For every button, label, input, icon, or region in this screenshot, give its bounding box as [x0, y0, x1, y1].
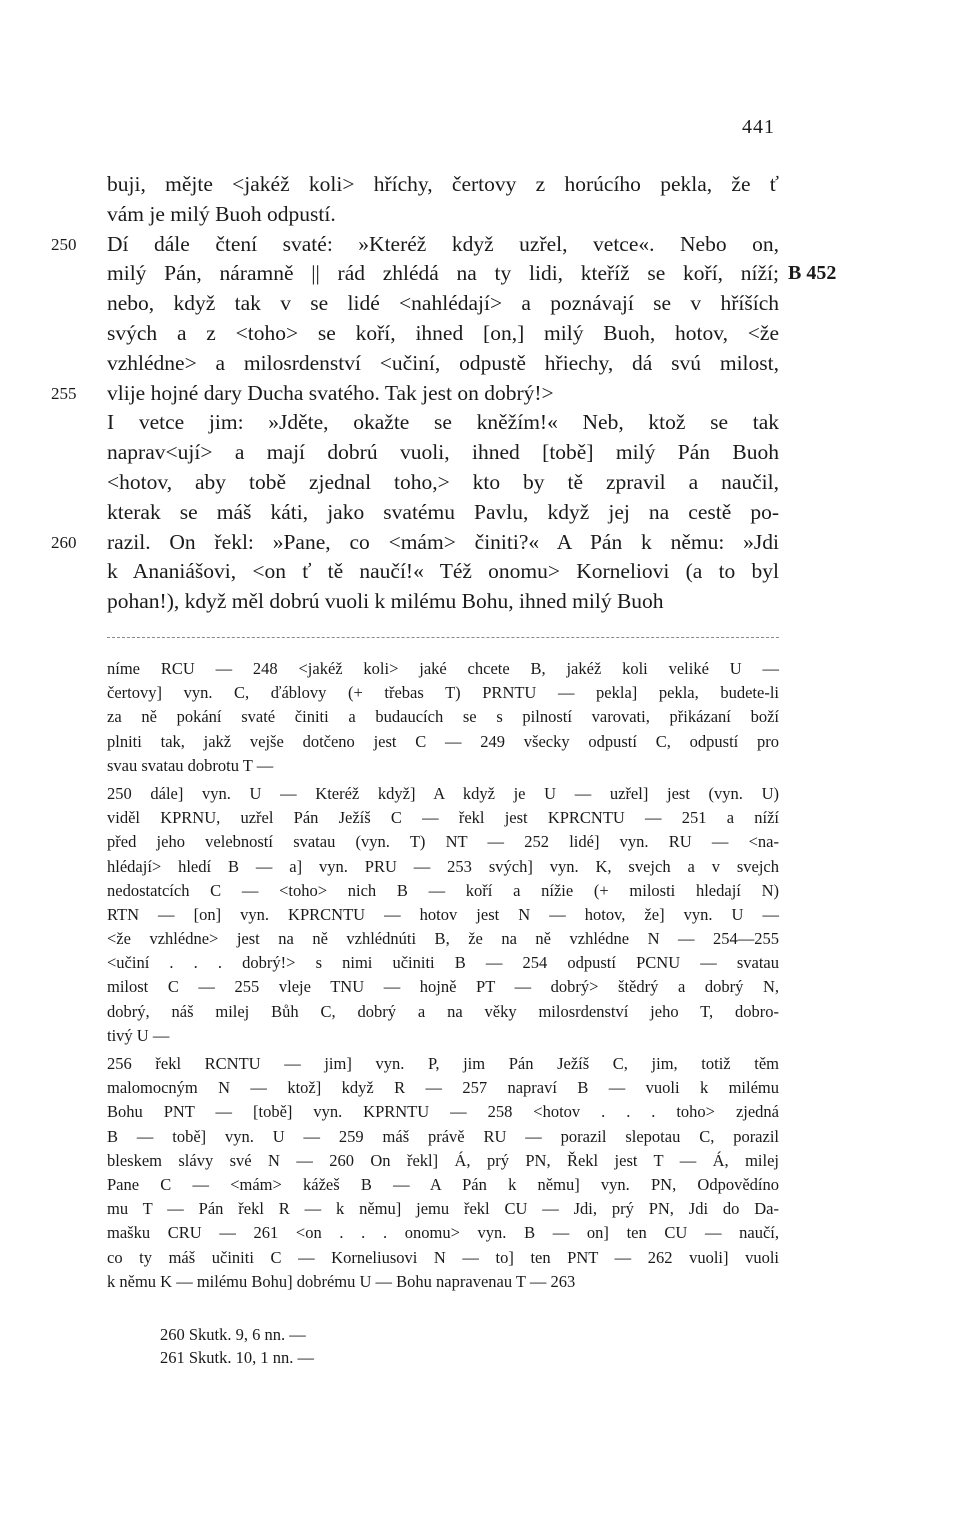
text-line	[107, 289, 779, 319]
text-line	[107, 200, 779, 230]
text-line	[107, 468, 779, 498]
scripture-ref-line: 261 Skutk. 10, 1 nn. —	[160, 1348, 315, 1367]
footnote-line: dobrý, náš milej Bůh C, dobrý a na věky milosrdenství jeho T, dobro-	[107, 1001, 779, 1021]
line-text: Dí dále čtení svaté: »Kteréž když uzřel, vetce«. Nebo on,	[107, 231, 779, 256]
footnote-line: 256 řekl RCNTU — jim] vyn. P, jim Pán Ježíš C, jim, totiž těm	[107, 1054, 779, 1073]
footnote-line: B — tobě] vyn. U — 259 máš právě RU — porazil slepotau C, porazil	[107, 1126, 779, 1146]
line-text: svých a z <toho> se koří, ihned [on,] milý Buoh, hotov, <že	[107, 320, 779, 345]
text-line	[107, 408, 779, 438]
footnote-line: mašku CRU — 261 <on . . . onomu> vyn. B — on] ten CU — naučí,	[107, 1223, 779, 1243]
line-text: I vetce jim: »Jděte, okažte se kněžím!« Neb, ktož se tak	[107, 410, 779, 435]
line-text: <hotov, aby tobě zjednal toho,> kto by tě zpravil a naučil,	[107, 469, 779, 494]
footnote-line: k němu K — milému Bohu] dobrému U — Bohu napravenau T — 263	[107, 1271, 576, 1291]
footnote-line: plniti tak, jakž vejše dotčeno jest C — 249 všecky odpustí C, odpustí pro	[107, 731, 779, 751]
main-text	[51, 170, 837, 617]
text-line	[51, 230, 779, 260]
footnote-divider	[107, 637, 779, 638]
footnote-line: nedostatcích C — <toho> nich B — koří a nížie (+ milosti hledají N)	[107, 880, 779, 900]
footnote-line: čertovy] vyn. C, ďáblovy (+ třebas T) PRNTU — pekla] pekla, budete-li	[107, 683, 779, 703]
line-number: 250	[51, 234, 77, 254]
footnote-line: RTN — [on] vyn. KPRCNTU — hotov jest N — hotov, že] vyn. U —	[107, 904, 779, 924]
text-line	[107, 170, 779, 200]
line-text: k Ananiášovi, <on ť tě naučí!« Též onomu> Korneliovi (a to byl	[107, 559, 779, 584]
text-line	[51, 528, 779, 558]
line-number: 255	[51, 383, 77, 403]
footnote-line: co ty máš učiniti C — Korneliusovi N — to] ten PNT — 262 vuoli] vuoli	[107, 1247, 779, 1267]
line-text: buji, mějte <jakéž koli> hříchy, čertovy z horúcího pekla, že ť	[107, 172, 779, 196]
text-line	[107, 349, 779, 379]
margin-reference: B 452	[788, 262, 837, 285]
text-line	[107, 557, 779, 587]
footnote-line: 250 dále] vyn. U — Kteréž když] A když je U — uzřel] jest (vyn. U)	[107, 783, 779, 803]
footnote-line: tivý U —	[107, 1025, 170, 1045]
line-number: 260	[51, 532, 77, 552]
critical-apparatus	[107, 657, 779, 1294]
text-line	[107, 498, 779, 528]
footnote-line: před jeho velebností svatau (vyn. T) NT — 252 lidé] vyn. RU — <na-	[107, 832, 779, 852]
line-text: vlije hojné dary Ducha svatého. Tak jest on dobrý!>	[107, 380, 554, 405]
line-text: naprav<ují> a mají dobrú vuoli, ihned [tobě] milý Pán Buoh	[107, 440, 779, 465]
footnote-line: Pane C — <mám> kážeš B — A Pán k němu] vyn. PN, Odpovědíno	[107, 1174, 779, 1194]
footnote-line: <že vzhlédne> jest na ně vzhlédnúti B, že na ně vzhlédne N — 254—255	[107, 929, 779, 949]
scripture-ref-line: 260 Skutk. 9, 6 nn. —	[160, 1325, 306, 1344]
footnote-line: mu T — Pán řekl R — k němu] jemu řekl CU — Jdi, prý PN, Jdi do Da-	[107, 1199, 779, 1219]
footnote-line: hlédají> hledí B — a] vyn. PRU — 253 svých] vyn. K, svejch a v svejch	[107, 856, 779, 876]
text-line	[107, 259, 837, 289]
footnote-line: bleskem slávy své N — 260 On řekl] Á, prý PN, Řekl jest T — Á, milej	[107, 1150, 779, 1170]
line-text: kterak se máš káti, jako svatému Pavlu, když jej na cestě po-	[107, 499, 779, 524]
line-text: pohan!), když měl dobrú vuoli k milému Bohu, ihned milý Buoh	[107, 589, 664, 614]
footnote-line: milost C — 255 vleje TNU — hojně PT — dobrý> štědrý a dobrý N,	[107, 977, 779, 997]
line-text: vám je milý Buoh odpustí.	[107, 201, 336, 226]
scripture-references	[160, 1323, 314, 1369]
footnote-line: svau svatau dobrotu T —	[107, 755, 274, 775]
line-text: milý Pán, náramně || rád zhlédá na ty lidi, kteříž se koří, níží;	[107, 261, 779, 286]
footnote-line: malomocným N — ktož] když R — 257 napraví B — vuoli k milému	[107, 1078, 779, 1098]
text-line	[107, 438, 779, 468]
text-line	[51, 379, 779, 409]
line-text: nebo, když tak v se lidé <nahlédají> a poznávají se v hříších	[107, 291, 779, 316]
footnote-line: viděl KPRNU, uzřel Pán Ježíš C — řekl jest KPRCNTU — 251 a níží	[107, 808, 779, 828]
line-text: vzhlédne> a milosrdenství <učiní, odpustě hřiechy, dá svú milost,	[107, 350, 779, 375]
page-number: 441	[742, 116, 775, 138]
footnote-line: Bohu PNT — [tobě] vyn. KPRNTU — 258 <hotov . . . toho> zjedná	[107, 1102, 779, 1122]
footnote-line: <učiní . . . dobrý!> s nimi učiniti B — 254 odpustí PCNU — svatau	[107, 953, 779, 973]
text-line	[107, 319, 779, 349]
text-line	[107, 587, 779, 617]
line-text: razil. On řekl: »Pane, co <mám> činiti?« A Pán k němu: »Jdi	[107, 529, 779, 554]
footnote-line: za ně pokání svaté činiti a budaucích se s pilností varovati, přikázaní boží	[107, 707, 779, 727]
footnote-line: níme RCU — 248 <jakéž koli> jaké chcete B, jakéž koli veliké U —	[107, 659, 779, 678]
